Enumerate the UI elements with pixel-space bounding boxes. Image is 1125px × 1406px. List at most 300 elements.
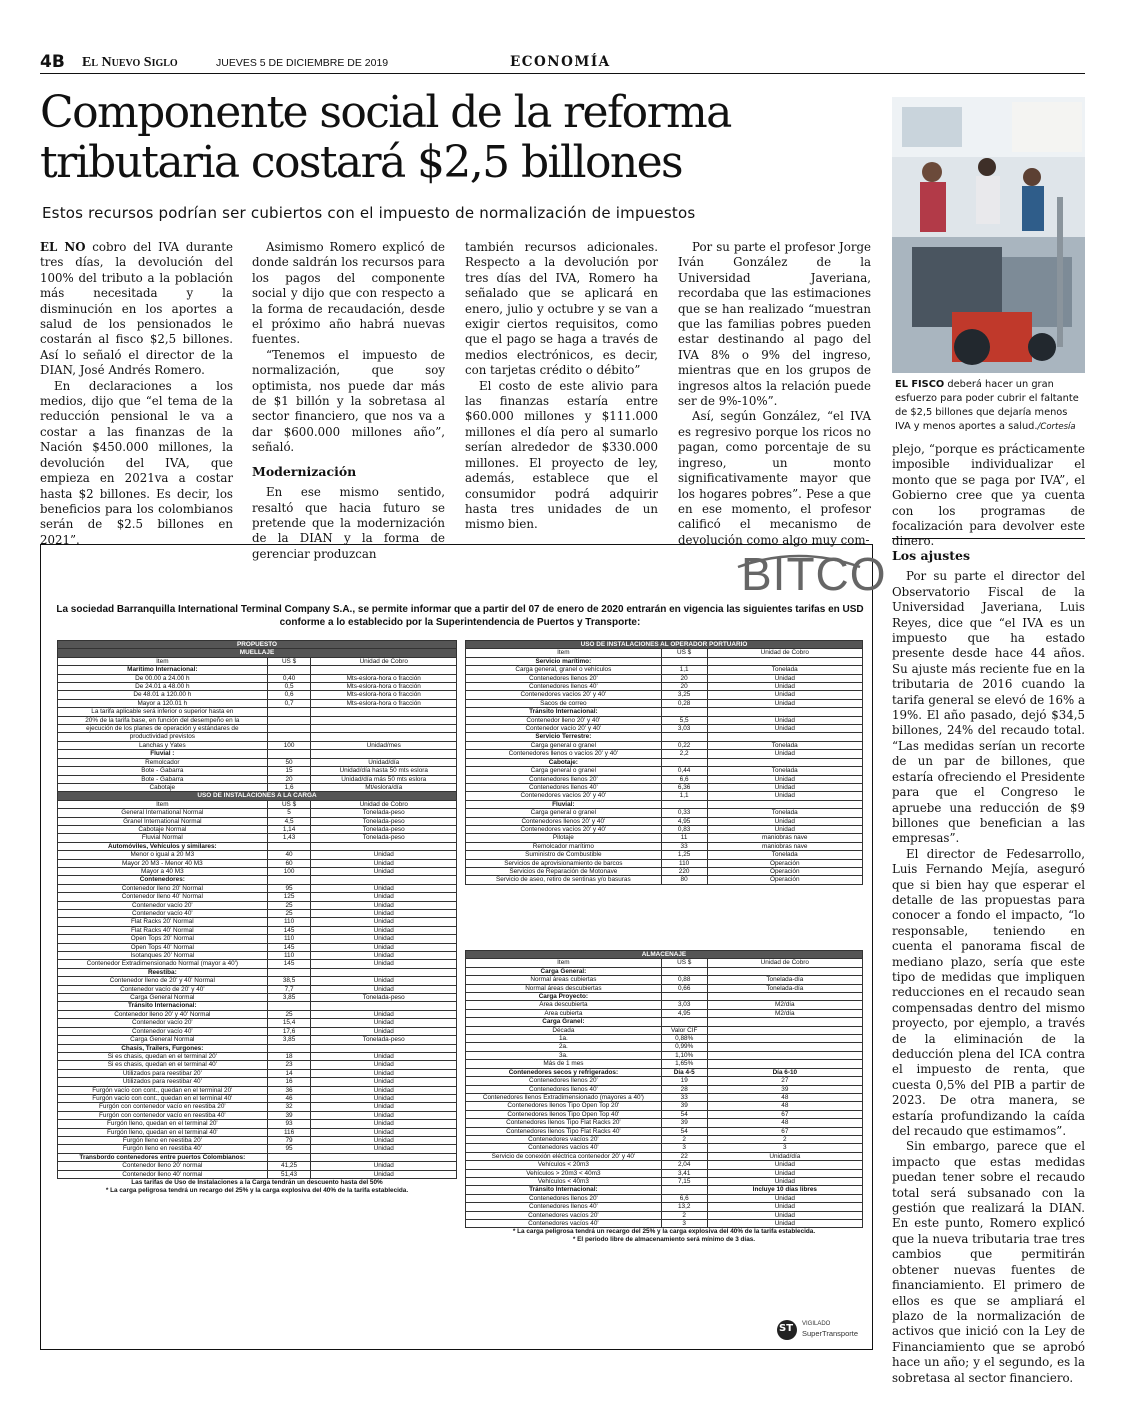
cell-unit: 27 <box>707 1077 862 1085</box>
cell-usd: 0,44 <box>661 767 707 775</box>
table-row <box>466 800 863 808</box>
cell-unit: Unidad <box>311 918 457 926</box>
cell-item: Si es chasis, quedan en el terminal 20' <box>58 1052 268 1060</box>
table-row <box>58 1010 457 1018</box>
cell-item: Carga general, granel o vehículos <box>466 666 662 674</box>
cell-unit: Unidad <box>311 1162 457 1170</box>
cell-usd: 0,88% <box>661 1035 707 1043</box>
cell-unit: Tonelada-peso <box>311 809 457 817</box>
table-row <box>466 976 863 984</box>
table-row <box>466 1119 863 1127</box>
cell-item: Área descubierta <box>466 1001 662 1009</box>
table-row <box>466 1203 863 1211</box>
cell-item: Si es chasis, quedan en el terminal 40' <box>58 1061 268 1069</box>
cell-unit: Unidad <box>311 1086 457 1094</box>
cell-unit: Unidad <box>311 1145 457 1153</box>
table-row <box>466 1127 863 1135</box>
cell-item: Servicios de Reparación de Motonave <box>466 867 662 875</box>
table-row <box>58 952 457 960</box>
table-row <box>466 657 863 665</box>
table-row <box>466 674 863 682</box>
table-row <box>58 1094 457 1102</box>
table-row <box>58 691 457 699</box>
cell-usd: 145 <box>267 943 311 951</box>
cell-unit: Unidad <box>311 985 457 993</box>
cell-unit: Unidad <box>707 1211 862 1219</box>
cell-item: Contenedores vacíos 20' <box>466 1135 662 1143</box>
cell-unit: Unidad <box>707 783 862 791</box>
page-number: 4B <box>40 52 65 72</box>
paragraph: plejo, “porque es prácticamente imposible individualizar el monto que se paga por IVA”, el Gobierno cree que ya cuenta con los programas de focalización para devolver este dinero. <box>892 442 1085 549</box>
article-column-5 <box>892 548 1085 1386</box>
cell-unit <box>311 733 457 741</box>
cell-usd: 1,1 <box>661 792 707 800</box>
cell-usd: 0,28 <box>661 699 707 707</box>
cell-usd: 19 <box>661 1077 707 1085</box>
cell-usd: 100 <box>267 741 311 749</box>
cell-usd: 1,43 <box>267 834 311 842</box>
cell-usd: 54 <box>661 1127 707 1135</box>
cell-unit: Unidad/mes <box>311 741 457 749</box>
section-name: ECONOMÍA <box>510 54 611 70</box>
cell-usd: 3,85 <box>267 994 311 1002</box>
table-row <box>58 1019 457 1027</box>
cell-item: Tránsito Internacional: <box>466 708 662 716</box>
cell-usd: 1,14 <box>267 825 311 833</box>
cell-usd: 2 <box>661 1135 707 1143</box>
cell-item: Contenedores: <box>58 876 268 884</box>
cell-item: Granel International Normal <box>58 817 268 825</box>
supertransporte-logo <box>776 1319 866 1341</box>
col-header: Unidad de Cobro <box>707 959 862 967</box>
table-row <box>466 1169 863 1177</box>
cell-usd: 39 <box>661 1119 707 1127</box>
cell-usd: 33 <box>661 842 707 850</box>
cell-usd <box>267 1044 311 1052</box>
table-row <box>58 1036 457 1044</box>
cell-usd: 0,83 <box>661 825 707 833</box>
cell-item: Utilizados para reestibar 40' <box>58 1078 268 1086</box>
table-row <box>58 1044 457 1052</box>
cell-usd <box>267 876 311 884</box>
cell-item: Fluvial : <box>58 750 268 758</box>
cell-usd: 2,2 <box>661 750 707 758</box>
table-row <box>466 691 863 699</box>
cell-usd: 20 <box>661 674 707 682</box>
table-row <box>58 935 457 943</box>
table-row <box>466 758 863 766</box>
cell-item: Isotanques 20' Normal <box>58 952 268 960</box>
table-row <box>466 993 863 1001</box>
cell-unit <box>311 876 457 884</box>
cell-item: Contenedores secos y refrigerados: <box>466 1068 662 1076</box>
cell-unit <box>707 657 862 665</box>
cell-item: General International Normal <box>58 809 268 817</box>
table-row <box>466 867 863 875</box>
cell-usd: 100 <box>267 867 311 875</box>
cell-item: Remolcador marítimo <box>466 842 662 850</box>
cell-unit: Mts-eslora-hora o fracción <box>311 691 457 699</box>
article-column-4 <box>678 240 871 548</box>
article-subhead: Estos recursos podrían ser cubiertos con el impuesto de normalización de impuestos <box>42 204 696 222</box>
col-header: US $ <box>267 800 311 808</box>
table-row <box>58 741 457 749</box>
lead-in: EL NO <box>40 240 86 254</box>
paragraph: también recursos adicionales. Respecto a la devolución por tres días del IVA, Romero ha señalado que se aplicará en enero, julio y octubre y se van a exigir ciertos requisitos, como que el pago se haga a través de medios electrónicos, es decir, con tarjetas crédito o débito” <box>465 240 658 378</box>
cell-usd: 13,2 <box>661 1203 707 1211</box>
cell-item: Menor o igual a 20 M3 <box>58 851 268 859</box>
cell-item: Mayor 20 M3 - Menor 40 M3 <box>58 859 268 867</box>
cell-usd <box>661 1186 707 1194</box>
table-row <box>466 733 863 741</box>
tarifas-table-almacenaje <box>465 950 863 1244</box>
table-row <box>58 994 457 1002</box>
cell-item: Cabotaje: <box>466 758 662 766</box>
table-row <box>58 1111 457 1119</box>
issue-date: JUEVES 5 DE DICIEMBRE DE 2019 <box>216 57 389 69</box>
cell-item: Mayor a 120.01 h <box>58 699 268 707</box>
cell-item: Furgón lleno, quedan en el terminal 20' <box>58 1120 268 1128</box>
table-row <box>58 1170 457 1178</box>
cell-usd: 15,4 <box>267 1019 311 1027</box>
col-header: US $ <box>267 657 311 665</box>
cell-unit <box>707 1043 862 1051</box>
cell-item: Contenedor lleno 20' normal <box>58 1162 268 1170</box>
cell-unit: 48 <box>707 1093 862 1101</box>
cell-item: Furgón lleno, quedan en el terminal 40' <box>58 1128 268 1136</box>
cell-item: Contenedor vacío 40' <box>58 1027 268 1035</box>
table-row <box>58 1136 457 1144</box>
cell-usd <box>267 968 311 976</box>
cell-unit: Unidad <box>707 775 862 783</box>
article-column-3 <box>465 240 658 533</box>
tarifas-table-left <box>57 640 457 1195</box>
cell-unit: Unidad <box>707 792 862 800</box>
cell-usd <box>661 993 707 1001</box>
table-row <box>58 884 457 892</box>
table-row <box>466 1152 863 1160</box>
table-row <box>466 1177 863 1185</box>
cell-unit: Incluye 10 días libres <box>707 1186 862 1194</box>
cell-unit <box>311 716 457 724</box>
cell-usd <box>661 967 707 975</box>
cell-item: Servicios de aprovisionamiento de barcos <box>466 859 662 867</box>
cell-unit: Unidad <box>311 910 457 918</box>
cell-usd: 7,7 <box>267 985 311 993</box>
table-row <box>58 767 457 775</box>
cell-item: Carga general o granel <box>466 741 662 749</box>
cell-item: Marítimo Internacional: <box>58 666 268 674</box>
table-row <box>58 960 457 968</box>
cell-unit: Mts-eslora-hora o fracción <box>311 699 457 707</box>
cell-item: Flat Racks 20' Normal <box>58 918 268 926</box>
table-row <box>58 1120 457 1128</box>
cell-unit: Unidad <box>707 817 862 825</box>
table-title: PROPUESTO <box>58 641 457 649</box>
article-column-1 <box>40 240 233 548</box>
cell-usd: 145 <box>267 926 311 934</box>
table-note: * La carga peligrosa tendrá un recargo del 25% y la carga explosiva del 40% de la tarifa establecida. <box>105 1186 409 1194</box>
cell-usd: 0,33 <box>661 809 707 817</box>
cell-usd: 14 <box>267 1069 311 1077</box>
cell-item: Chasis, Trailers, Furgones: <box>58 1044 268 1052</box>
cell-usd: 80 <box>661 876 707 884</box>
cell-unit: Mt/eslora/día <box>311 783 457 791</box>
cell-usd: 93 <box>267 1120 311 1128</box>
table-row <box>58 1069 457 1077</box>
cell-unit <box>707 1051 862 1059</box>
cell-usd: 95 <box>267 884 311 892</box>
paragraph: Sin embargo, parece que el impacto que estas medidas puedan tener sobre el recaudo total será subsanado con la gestión que realizará la DIAN. En este punto, Romero explicó que la nueva tributaria trae tres cambios que permitirán obtener nuevas fuentes de financiamiento. El primero de ellos es que se ampliará el plazo de la normalización de activos que inició con la Ley de Financiamiento que se aprobó hace un año; y el segundo, es la sobretasa al sector financiero. <box>892 1139 1085 1385</box>
cell-item: Más de 1 mes <box>466 1060 662 1068</box>
table-row <box>466 1077 863 1085</box>
cell-item: Remolcador <box>58 758 268 766</box>
cell-usd: 7,15 <box>661 1177 707 1185</box>
table-row <box>58 918 457 926</box>
cell-usd <box>661 708 707 716</box>
cell-item: Contenedor lleno 40' Normal <box>58 893 268 901</box>
cell-usd: 95 <box>267 1145 311 1153</box>
cell-unit: M2/día <box>707 1009 862 1017</box>
cell-unit: Operación <box>707 867 862 875</box>
cell-unit: Unidad <box>311 1136 457 1144</box>
table-row <box>466 1144 863 1152</box>
cell-usd: 4,5 <box>267 817 311 825</box>
article-column-5-top <box>892 442 1085 550</box>
cell-usd: 125 <box>267 893 311 901</box>
cell-unit: 48 <box>707 1119 862 1127</box>
cell-unit: Tonelada <box>707 666 862 674</box>
cell-item: 1a. <box>466 1035 662 1043</box>
cell-usd: 33 <box>661 1093 707 1101</box>
cell-item: 2a. <box>466 1043 662 1051</box>
cell-usd: 32 <box>267 1103 311 1111</box>
cell-unit <box>311 725 457 733</box>
table-title: USO DE INSTALACIONES A LA CARGA <box>58 792 457 800</box>
table-row <box>58 809 457 817</box>
cell-unit: Unidad <box>311 867 457 875</box>
table-row <box>58 699 457 707</box>
cell-item: Reestiba: <box>58 968 268 976</box>
article-column-2 <box>252 240 445 562</box>
table-row <box>58 716 457 724</box>
cell-unit <box>707 708 862 716</box>
cell-unit <box>707 758 862 766</box>
cell-unit: Unidad <box>707 1220 862 1228</box>
cell-item: Contenedores llenos 40' <box>466 783 662 791</box>
newspaper-name: El Nuevo Siglo <box>82 55 178 70</box>
cell-unit: Unidad <box>311 960 457 968</box>
table-row <box>58 666 457 674</box>
cell-usd: 1,6 <box>267 783 311 791</box>
table-row <box>58 977 457 985</box>
cell-item: Contenedores llenos 20' <box>466 1194 662 1202</box>
cell-usd: 41,25 <box>267 1162 311 1170</box>
cell-unit: Unidad <box>311 1111 457 1119</box>
cell-unit: Unidad <box>311 1120 457 1128</box>
col-header: Item <box>466 959 662 967</box>
cell-item: Normal áreas descubiertas <box>466 984 662 992</box>
cell-item: Transbordo contenedores entre puertos Colombianos: <box>58 1153 268 1161</box>
cell-usd: 38,5 <box>267 977 311 985</box>
cell-unit: Unidad <box>707 699 862 707</box>
cell-usd: 220 <box>661 867 707 875</box>
cell-unit: 67 <box>707 1127 862 1135</box>
table-row <box>58 1078 457 1086</box>
cell-usd <box>661 733 707 741</box>
table-note: * La carga peligrosa tendrá un recargo del 25% y la carga explosiva del 40% de la tarifa establecida. <box>512 1228 816 1236</box>
article-photo <box>892 97 1085 373</box>
cell-unit: Unidad <box>707 683 862 691</box>
cell-unit <box>707 733 862 741</box>
table-title: USO DE INSTALACIONES AL OPERADOR PORTUARIO <box>466 641 863 649</box>
cell-unit: Tonelada-peso <box>311 1036 457 1044</box>
table-row <box>466 967 863 975</box>
table-row <box>466 741 863 749</box>
cell-usd: 3,03 <box>661 725 707 733</box>
cell-unit: Unidad <box>311 952 457 960</box>
cell-item: Contenedor lleno de 20' y 40' Normal <box>58 977 268 985</box>
cell-item: Utilizados para reestibar 20' <box>58 1069 268 1077</box>
cell-usd: 36 <box>267 1086 311 1094</box>
table-row <box>466 1035 863 1043</box>
table-title: MUELLAJE <box>58 649 457 657</box>
cell-unit <box>311 968 457 976</box>
cell-usd: 0,7 <box>267 699 311 707</box>
table-row <box>466 1135 863 1143</box>
table-row <box>466 1211 863 1219</box>
cell-unit: maniobras nave <box>707 842 862 850</box>
table-row <box>466 1018 863 1026</box>
col-header: Unidad de Cobro <box>311 800 457 808</box>
cell-item: Tránsito Internacional: <box>58 1002 268 1010</box>
cell-unit: Operación <box>707 859 862 867</box>
cell-item: Vehículos > 20m3 < 40m3 <box>466 1169 662 1177</box>
cell-unit: Tonelada-día <box>707 984 862 992</box>
cell-item: Contenedores vacíos 40' <box>466 1220 662 1228</box>
cell-item: Contenedores vacíos 20' y 40' <box>466 691 662 699</box>
table-row <box>466 1085 863 1093</box>
cell-unit <box>311 750 457 758</box>
cell-item: Vehículos < 40m3 <box>466 1177 662 1185</box>
cell-item: Automóviles, Vehículos y similares: <box>58 842 268 850</box>
cell-unit: Unidad <box>311 1010 457 1018</box>
cell-unit: Tonelada-peso <box>311 817 457 825</box>
cell-usd: 110 <box>661 859 707 867</box>
cell-usd: 46 <box>267 1094 311 1102</box>
cell-unit: Unidad <box>311 1128 457 1136</box>
cell-unit: Unidad <box>311 1061 457 1069</box>
cell-item: Década <box>466 1026 662 1034</box>
table-row <box>466 792 863 800</box>
cell-unit <box>707 967 862 975</box>
cell-usd <box>267 750 311 758</box>
cell-item: Contenedores llenos 40' <box>466 1085 662 1093</box>
cell-item: Servicio marítimo: <box>466 657 662 665</box>
table-row <box>466 1194 863 1202</box>
cell-usd: 0,40 <box>267 674 311 682</box>
paragraph: cobro del IVA durante tres días, la devolución del 100% del tributo a la población más necesitada y la disminución en los aportes a salud de los pensionados le costarán al fisco $2,5 billones. Así lo señaló el director de la DIAN, José Andrés Romero. <box>40 240 234 378</box>
table-row <box>58 1061 457 1069</box>
table-row <box>58 733 457 741</box>
cell-usd: 11 <box>661 834 707 842</box>
cell-usd: 6,6 <box>661 775 707 783</box>
table-row <box>466 1051 863 1059</box>
table-row <box>58 708 457 716</box>
cell-usd: 3 <box>661 1220 707 1228</box>
cell-item: De 24.01 a 48.00 h <box>58 683 268 691</box>
cell-item: Contenedores vacíos 20' <box>466 1211 662 1219</box>
cell-item: Contenedores vacíos 40' <box>466 1144 662 1152</box>
cell-usd: 23 <box>267 1061 311 1069</box>
cell-unit: Tonelada-peso <box>311 834 457 842</box>
table-row <box>466 809 863 817</box>
cell-item: Contenedor lleno 20' Normal <box>58 884 268 892</box>
cell-unit: Unidad <box>707 716 862 724</box>
cell-usd <box>267 1002 311 1010</box>
cell-unit <box>707 1035 862 1043</box>
cell-item: Servicio de conexión eléctrica contenedor 20' y 40' <box>466 1152 662 1160</box>
cell-unit <box>311 708 457 716</box>
cell-item: Fluvial Normal <box>58 834 268 842</box>
st-badge-text: ST <box>779 1323 794 1334</box>
cell-item: La tarifa aplicable será inferior o superior hasta en <box>58 708 268 716</box>
cell-item: 3a. <box>466 1051 662 1059</box>
cell-unit: Unidad/día hasta 50 mts eslora <box>311 767 457 775</box>
table-row <box>466 984 863 992</box>
cell-usd: 20 <box>661 683 707 691</box>
cell-unit: Unidad/día <box>311 758 457 766</box>
cell-item: Sacos de correo <box>466 699 662 707</box>
table-note: Las tarifas de Uso de Instalaciones a la Carga tendrán un descuento hasta del 50% <box>131 1179 383 1187</box>
cell-item: Suministro de Combustible <box>466 851 662 859</box>
col-header: Unidad de Cobro <box>707 649 862 657</box>
cell-unit: Unidad <box>311 935 457 943</box>
cell-usd: 0,88 <box>661 976 707 984</box>
cell-unit: Unidad/día más 50 mts eslora <box>311 775 457 783</box>
cell-item: Open Tops 20' Normal <box>58 935 268 943</box>
cell-unit: Tonelada-día <box>707 976 862 984</box>
cell-item: Flat Racks 40' Normal <box>58 926 268 934</box>
cell-usd: 25 <box>267 910 311 918</box>
cell-usd: 0,5 <box>267 683 311 691</box>
table-row <box>58 910 457 918</box>
cell-item: ejecución de los planes de operación y estándares de <box>58 725 268 733</box>
table-row <box>466 834 863 842</box>
st-name: SuperTransporte <box>802 1329 859 1338</box>
cell-unit: Unidad <box>707 725 862 733</box>
table-row <box>466 842 863 850</box>
cell-usd: 18 <box>267 1052 311 1060</box>
paragraph: “Tenemos el impuesto de normalización, que soy optimista, nos puede dar más de $1 billón y la sobretasa al sector financiero, que nos va a dar $600.000 millones año”, señaló. <box>252 347 445 455</box>
st-vigilado: VIGILADO <box>802 1321 831 1327</box>
cell-item: Tránsito Internacional: <box>466 1186 662 1194</box>
caption-lead: EL FISCO <box>895 379 945 390</box>
cell-usd: 3,03 <box>661 1001 707 1009</box>
section-subtitle: Los ajustes <box>892 548 971 563</box>
cell-usd: Valor CIF <box>661 1026 707 1034</box>
cell-item: Normal áreas cubiertas <box>466 976 662 984</box>
cell-unit: maniobras nave <box>707 834 862 842</box>
cell-item: Servicio de aseo, retiro de sentinas y/o basuras <box>466 876 662 884</box>
table-row <box>58 1145 457 1153</box>
cell-unit: Unidad <box>311 1094 457 1102</box>
paragraph: En ese mismo sentido, resaltó que hacia futuro se pretende que la modernización de la DIAN y la forma de gerenciar produzcan <box>252 485 445 561</box>
table-row <box>466 1068 863 1076</box>
cell-unit: Tonelada <box>707 741 862 749</box>
cell-unit: Unidad <box>311 901 457 909</box>
cell-item: Cabotaje Normal <box>58 825 268 833</box>
